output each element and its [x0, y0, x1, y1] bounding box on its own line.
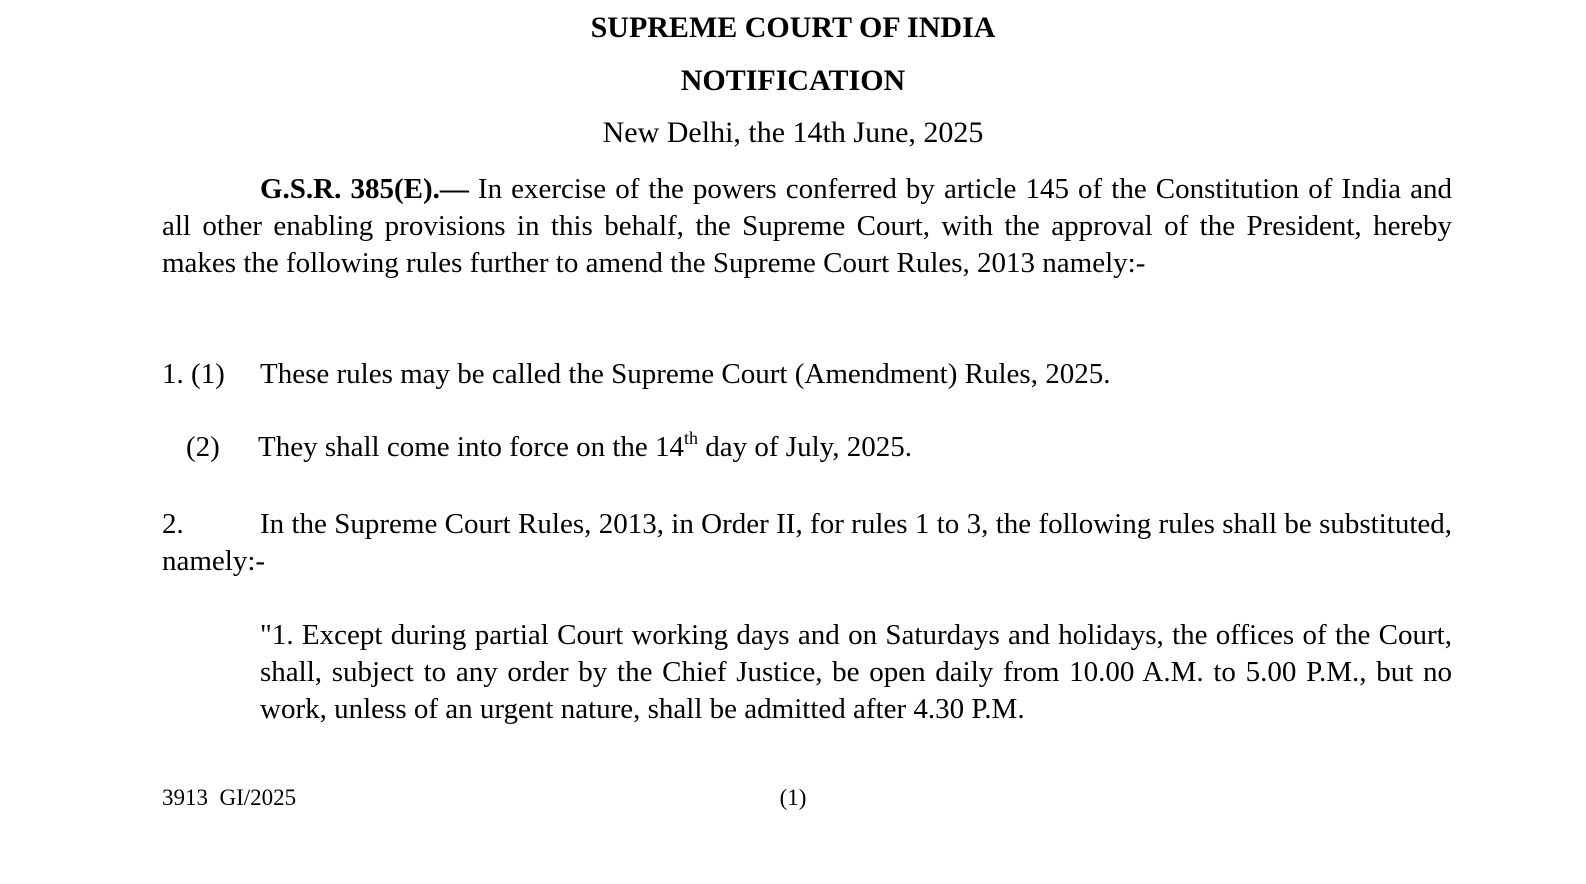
paragraph-2-number: 2. — [162, 508, 184, 540]
intro-text: In exercise of the powers conferred by article 145 of the Constitution of India and all other enabling provisions in this behalf, the Supreme Court, with the approval of the President, hereby makes the following rules further to amend the Supreme Court Rules, 2013 namely:- — [162, 173, 1452, 279]
rule-1-2-text-after: day of July, 2025. — [698, 431, 913, 463]
gsr-number: G.S.R. 385(E).— — [260, 173, 469, 205]
rule-1-1-text: These rules may be called the Supreme Court (Amendment) Rules, 2025. — [260, 358, 1111, 390]
footer-reference: 3913 GI/2025 — [162, 785, 297, 810]
rule-1-2 — [186, 429, 912, 466]
rule-1-2-number: (2) — [186, 431, 220, 463]
rule-1-1 — [162, 356, 1110, 393]
page-number: (1) — [779, 785, 807, 810]
ordinal-superscript: th — [684, 428, 699, 448]
rule-1-2-text-before: They shall come into force on the 14 — [258, 431, 685, 463]
court-title: SUPREME COURT OF INDIA — [590, 11, 996, 44]
place-date: New Delhi, the 14th June, 2025 — [602, 116, 984, 149]
notification-title: NOTIFICATION — [680, 64, 906, 97]
substituted-rule-1: "1. Except during partial Court working days and on Saturdays and holidays, the offices of the Court, shall, subject to any order by the Chief Justice, be open daily from 10.00 A.M. to 5.00 P.M., but no work, unless of an urgent nature, shall be admitted after 4.30 P.M. — [260, 619, 1452, 725]
paragraph-2-text: In the Supreme Court Rules, 2013, in Order II, for rules 1 to 3, the following rules shall be substituted, namely:- — [162, 508, 1452, 577]
intro-paragraph — [162, 171, 1452, 282]
paragraph-2 — [162, 506, 1452, 580]
rule-1-1-number: 1. (1) — [162, 358, 225, 390]
